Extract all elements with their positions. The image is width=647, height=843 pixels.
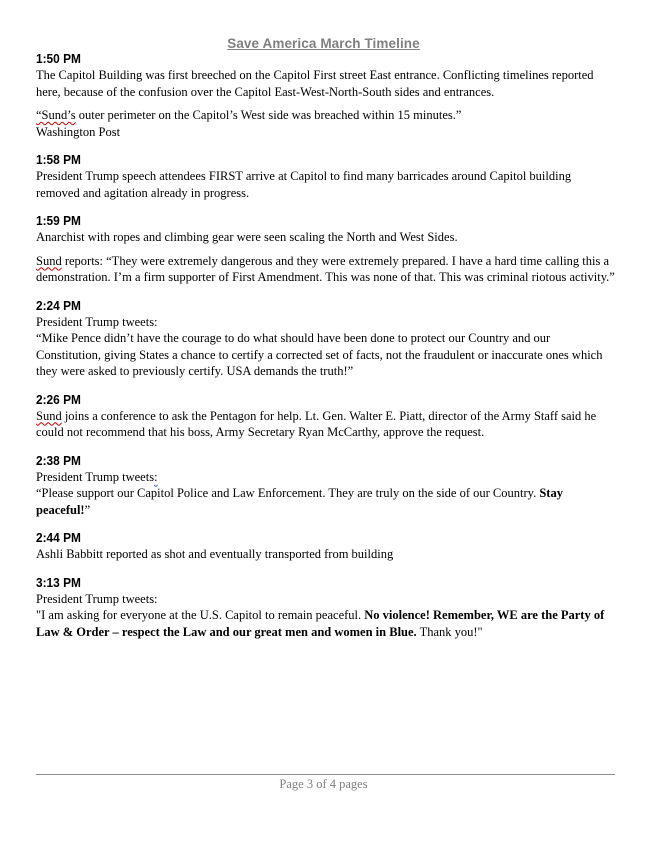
timeline-entry-1513	[36, 576, 616, 641]
entry-intro: President Trump tweets:	[36, 314, 158, 329]
entry-time: 3:13 PM	[36, 575, 81, 590]
timeline-entry-1438	[36, 454, 616, 519]
quote-end: ”	[84, 502, 91, 517]
entry-text: Ashli Babbitt reported as shot and eventually transported from building	[36, 547, 394, 561]
entry-quote-rest: outer perimeter on the Capitol’s West side was breached within 15 minutes.”	[75, 108, 462, 122]
entry-tweet-quote	[36, 485, 616, 518]
entry-time: 2:26 PM	[36, 392, 81, 407]
quote-end: Thank you!"	[416, 624, 483, 639]
timeline-entry-1426	[36, 393, 616, 441]
entry-text	[36, 67, 616, 100]
entry-source: Washington Post	[36, 124, 121, 139]
entry-intro: President Trump tweets:	[36, 591, 158, 606]
entry-tweet-quote	[36, 607, 616, 640]
entry-time: 2:24 PM	[36, 298, 81, 313]
entry-time: 1:50 PM	[36, 52, 81, 66]
quote-plain: "I am asking for everyone at the U.S. Capitol to remain peaceful.	[36, 608, 365, 622]
timeline-content	[36, 52, 616, 653]
grammar-mark: :	[154, 469, 158, 484]
timeline-entry-1350	[36, 52, 616, 140]
entry-text: President Trump speech attendees FIRST arrive at Capitol to find many barricades around Capitol building removed and agitation already in progress.	[36, 169, 572, 200]
document-title: Save America March Timeline	[227, 36, 420, 51]
entry-text: Anarchist with ropes and climbing gear were seen scaling the North and West Sides.	[36, 230, 458, 244]
quote-bold: No violence! Remember, WE are the Party of Law & Order – respect the Law and our great men and women in Blue.	[36, 608, 605, 639]
quote-bold: Stay peaceful!	[36, 486, 563, 517]
entry-text	[36, 408, 616, 441]
timeline-entry-1358	[36, 153, 616, 201]
entry-quote	[36, 107, 616, 140]
footer-divider	[36, 774, 615, 775]
spellcheck-word: Sund	[36, 408, 62, 423]
entry-tweet-quote: “Mike Pence didn’t have the courage to do what should have been done to protect our Country and our Constitution, giving States a chance to certify a corrected set of facts, not the fraudulent or inaccurate ones which they were asked to previously certify. USA demands the truth!”	[36, 331, 603, 378]
entry-text-rest: joins a conference to ask the Pentagon for help. Lt. Gen. Walter E. Piatt, director of the Army Staff said he could not recommend that his boss, Army Secretary Ryan McCarthy, approve the request.	[36, 408, 597, 439]
page-number-footer: Page 3 of 4 pages	[279, 777, 368, 791]
entry-quote-rest: reports: “They were extremely dangerous and they were extremely prepared. I have a hard time calling this a demonstration. I’m a firm supporter of First Amendment. This was none of that. This was criminal riotous activity.”	[36, 253, 615, 284]
entry-text-body: The Capitol Building was first breeched on the Capitol First street East entrance. Conflicting timelines reported here, because of the confusion over the Capitol East-West-North-South sides and entrances.	[36, 68, 594, 99]
timeline-entry-1424	[36, 299, 616, 380]
entry-time: 1:59 PM	[36, 214, 81, 228]
entry-intro	[36, 469, 616, 486]
entry-time: 2:44 PM	[36, 531, 81, 545]
timeline-entry-1359	[36, 214, 616, 286]
entry-intro-text: President Trump tweets	[36, 469, 155, 484]
entry-time: 1:58 PM	[36, 153, 81, 167]
entry-quote	[36, 253, 616, 286]
entry-time: 2:38 PM	[36, 453, 81, 468]
timeline-entry-1444	[36, 531, 616, 563]
spellcheck-word: Sund	[36, 253, 62, 268]
spellcheck-word: “Sund’s	[36, 108, 76, 122]
quote-plain: “Please support our Capitol Police and Law Enforcement. They are truly on the side of our Country.	[36, 486, 540, 500]
